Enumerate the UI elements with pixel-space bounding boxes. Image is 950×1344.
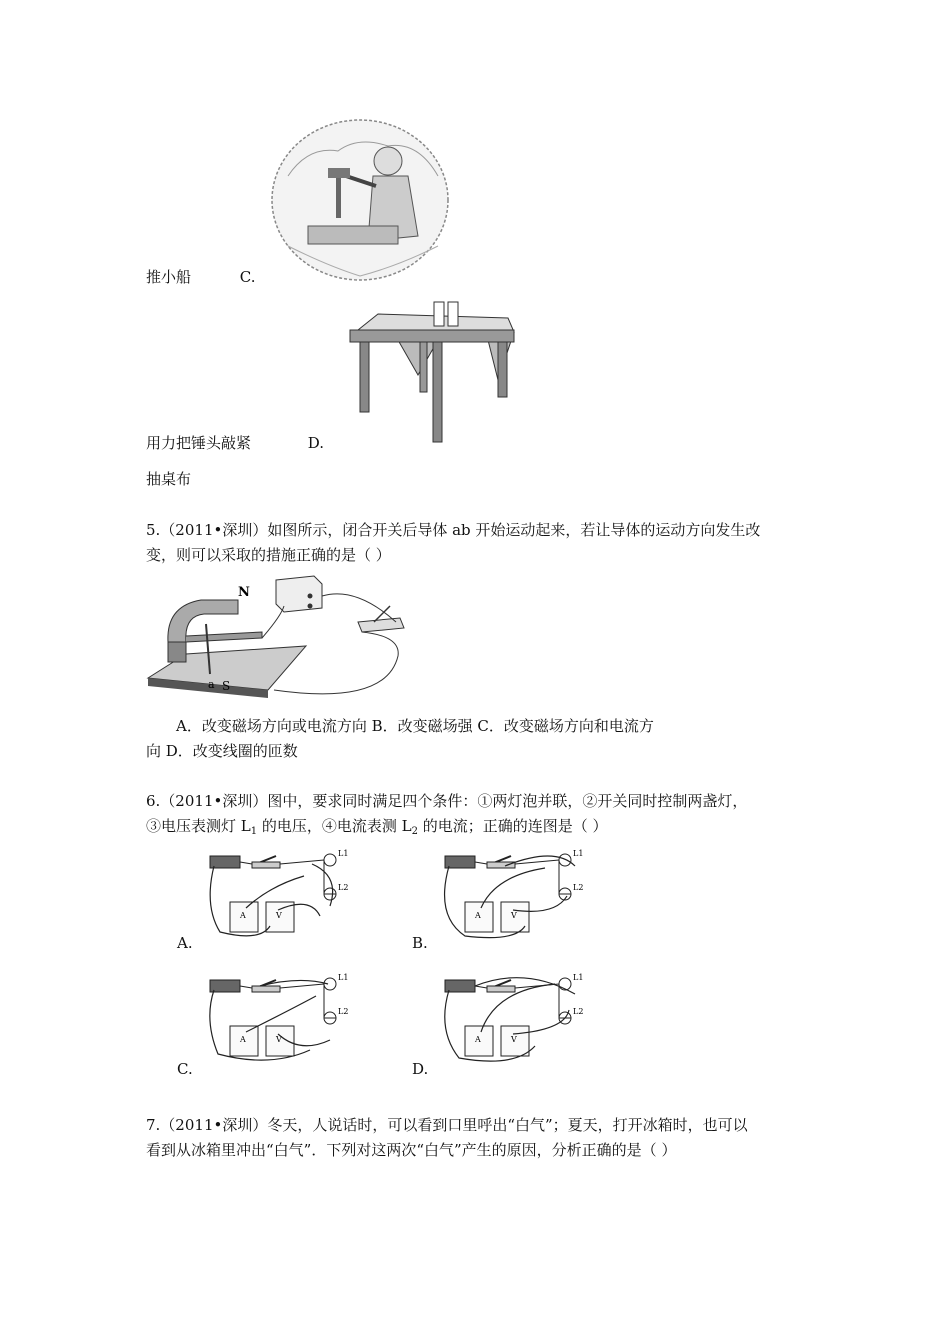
option-b-text: 推小船 [146, 268, 192, 286]
q5-stem-line-1: 5.（2011•深圳）如图所示，闭合开关后导体 ab 开始运动起来，若让导体的运动方向发生改 [146, 521, 761, 539]
q4-line-2 [146, 432, 324, 453]
q5-motor-figure [146, 566, 416, 706]
option-d-text: 抽桌布 [146, 470, 192, 488]
south-pole-label: S [222, 679, 231, 693]
circuit-d [435, 970, 587, 1066]
q5-options-line-2: 向 D．改变线圈的匝数 [146, 742, 298, 760]
q6-stem-part-2: 的电压，④电流表测 L [257, 817, 412, 835]
hammer-illustration [268, 116, 453, 284]
circuit-b [435, 846, 587, 942]
q7-stem-line-2: 看到从冰箱里冲出“白气”．下列对这两次“白气”产生的原因，分析正确的是（ ） [146, 1141, 677, 1159]
ammeter-label: A [240, 911, 246, 920]
q6-option-c: C. [177, 1060, 193, 1078]
q6-option-a: A. [177, 934, 193, 952]
lamp-l2-label: L2 [338, 883, 349, 892]
circuit-c [200, 970, 352, 1066]
north-pole-label: N [238, 585, 250, 600]
lamp-l1 [324, 854, 336, 866]
ammeter-label: A [240, 1035, 246, 1044]
lamp-l1-label: L1 [338, 849, 349, 858]
ammeter-label: A [475, 911, 481, 920]
q4-line-1 [146, 266, 256, 287]
q6-option-d: D. [412, 1060, 429, 1078]
lamp-l1 [559, 978, 571, 990]
q6-stem-line-2 [146, 815, 608, 837]
table-illustration [338, 300, 520, 450]
lamp-l2-label: L2 [573, 1007, 584, 1016]
option-c-text: 用力把锤头敲紧 [146, 434, 252, 452]
voltmeter-label: V [276, 1035, 282, 1044]
lamp-l1 [559, 854, 571, 866]
option-d-label: D. [307, 434, 325, 452]
lamp-l1-label: L1 [573, 849, 584, 858]
circuit-a [200, 846, 352, 942]
lamp-l1-label: L1 [338, 973, 349, 982]
lamp-l2-label: L2 [573, 883, 584, 892]
ammeter-label: A [475, 1035, 481, 1044]
option-c-label: C. [239, 268, 256, 286]
conductor-a-label: a [208, 678, 215, 691]
q5-stem-line-2: 变，则可以采取的措施正确的是（ ） [146, 546, 391, 564]
q5-options-line-1: A．改变磁场方向或电流方向 B．改变磁场强 C．改变磁场方向和电流方 [176, 717, 654, 735]
q6-stem-line-1: 6.（2011•深圳）图中，要求同时满足四个条件：①两灯泡并联，②开关同时控制两盏灯， [146, 792, 748, 810]
lamp-l2-label: L2 [338, 1007, 349, 1016]
voltmeter-label: V [276, 911, 282, 920]
lamp-l1-label: L1 [573, 973, 584, 982]
q6-stem-part-3: 的电流；正确的连图是（ ） [417, 817, 608, 835]
q7-stem-line-1: 7.（2011•深圳）冬天，人说话时，可以看到口里呼出“白气”；夏天，打开冰箱时，也可以 [146, 1116, 748, 1134]
voltmeter-label: V [511, 1035, 517, 1044]
q6-subscript-2: 2 [411, 826, 418, 837]
q6-option-b: B. [412, 934, 428, 952]
q6-stem-part-1: ③电压表测灯 L [146, 817, 251, 835]
voltmeter-label: V [511, 911, 517, 920]
q4-line-3 [146, 468, 191, 489]
q6-subscript-1: 1 [250, 826, 258, 837]
